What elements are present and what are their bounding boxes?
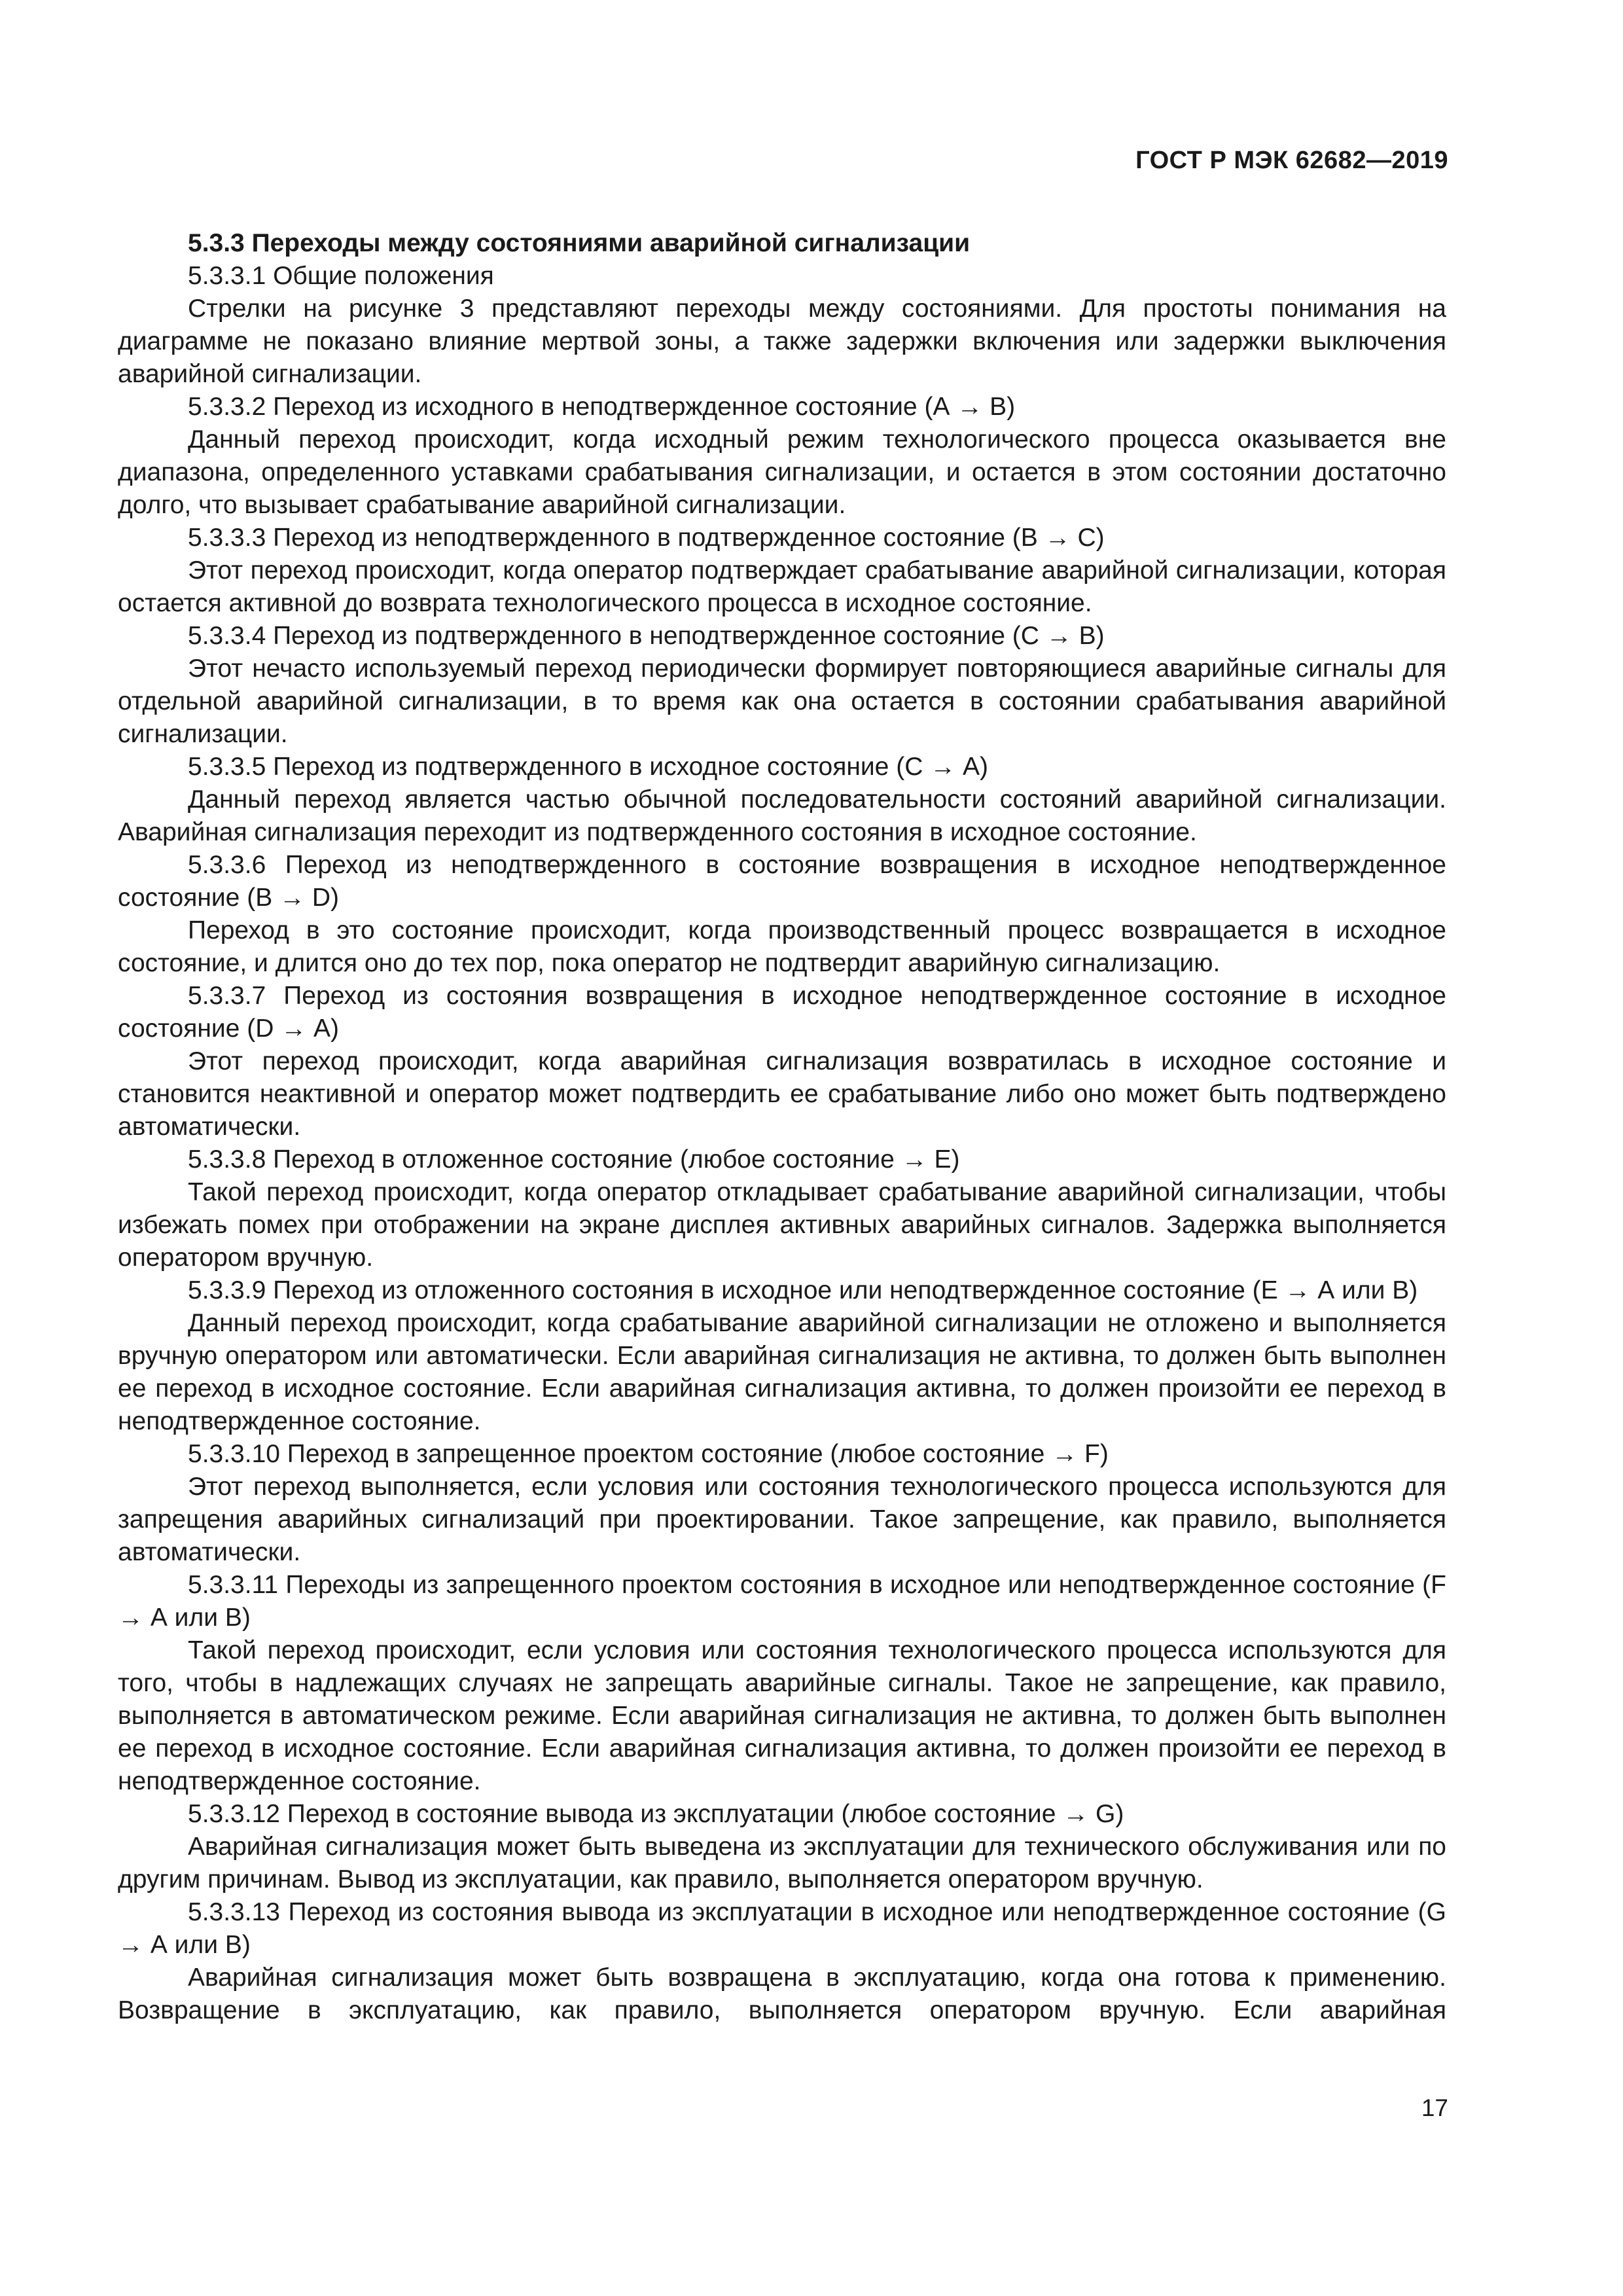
subsection-heading: 5.3.3.10 Переход в запрещенное проектом состояние (любое состояние → F)	[188, 1440, 1109, 1468]
paragraph: Стрелки на рисунке 3 представляют переходы между состояниями. Для простоты понимания на диаграмме не показано влияние мертвой зоны, а также задержки включения или задержки выключения аварийной сигнализации.	[118, 295, 1446, 388]
paragraph: Данный переход происходит, когда исходный режим технологического процесса оказывается вне диапазона, определенного уставками срабатывания сигнализации, и остается в этом состоянии достаточно долго, что вызывает срабатывание аварийной сигнализации.	[118, 425, 1446, 519]
subsection-heading: 5.3.3.13 Переход из состояния вывода из эксплуатации в исходное или неподтвержденное состояние (G → А или В)	[118, 1898, 1446, 1959]
section-content	[118, 227, 1446, 2027]
subsection-heading: 5.3.3.9 Переход из отложенного состояния в исходное или неподтвержденное состояние (Е → А или В)	[188, 1276, 1418, 1304]
subsection-heading: 5.3.3.4 Переход из подтвержденного в неподтвержденное состояние (С → В)	[188, 622, 1105, 650]
paragraph: Данный переход является частью обычной последовательности состояний аварийной сигнализации. Аварийная сигнализация переходит из подтвержденного состояния в исходное состояние.	[118, 785, 1446, 846]
subsection-heading: 5.3.3.5 Переход из подтвержденного в исходное состояние (С → А)	[188, 753, 989, 781]
paragraph: Переход в это состояние происходит, когда производственный процесс возвращается в исходное состояние, и длится оно до тех пор, пока оператор не подтвердит аварийную сигнализацию.	[118, 916, 1446, 977]
subsection-heading: 5.3.3.1 Общие положения	[188, 262, 494, 290]
section-title: 5.3.3 Переходы между состояниями аварийной сигнализации	[188, 229, 971, 257]
subsection-heading: 5.3.3.6 Переход из неподтвержденного в состояние возвращения в исходное неподтвержденное состояние (В → D)	[118, 851, 1446, 912]
subsection-heading: 5.3.3.8 Переход в отложенное состояние (любое состояние → Е)	[188, 1145, 960, 1174]
subsection-heading: 5.3.3.12 Переход в состояние вывода из эксплуатации (любое состояние → G)	[188, 1800, 1124, 1828]
paragraph: Этот переход выполняется, если условия или состояния технологического процесса используются для запрещения аварийных сигнализаций при проектировании. Такое запрещение, как правило, выполняется автоматически.	[118, 1473, 1446, 1566]
document-id-header: ГОСТ Р МЭК 62682—2019	[1135, 147, 1448, 174]
subsection-heading: 5.3.3.3 Переход из неподтвержденного в подтвержденное состояние (В → С)	[188, 524, 1105, 552]
paragraph: Этот нечасто используемый переход периодически формирует повторяющиеся аварийные сигналы для отдельной аварийной сигнализации, в то время как она остается в состоянии срабатывания аварийной сигнализации.	[118, 655, 1446, 748]
paragraph-continued: Аварийная сигнализация может быть возвращена в эксплуатацию, когда она готова к применению. Возвращение в эксплуатацию, как правило, выполняется оператором вручную. Если аварийная	[118, 1964, 1446, 2024]
subsection-heading: 5.3.3.7 Переход из состояния возвращения в исходное неподтвержденное состояние в исходное состояние (D → А)	[118, 982, 1446, 1043]
paragraph: Данный переход происходит, когда срабатывание аварийной сигнализации не отложено и выполняется вручную оператором или автоматически. Если аварийная сигнализация не активна, то должен быть выполнен ее переход в исходное состояние. Если аварийная сигнализация активна, то должен произойти ее переход в неподтвержденное состояние.	[118, 1309, 1446, 1435]
paragraph: Этот переход происходит, когда аварийная сигнализация возвратилась в исходное состояние и становится неактивной и оператор может подтвердить ее срабатывание либо оно может быть подтверждено автоматически.	[118, 1047, 1446, 1141]
page-number: 17	[1421, 2094, 1448, 2121]
paragraph: Этот переход происходит, когда оператор подтверждает срабатывание аварийной сигнализации, которая остается активной до возврата технологического процесса в исходное состояние.	[118, 556, 1446, 617]
paragraph: Такой переход происходит, если условия или состояния технологического процесса используются для того, чтобы в надлежащих случаях не запрещать аварийные сигналы. Такое не запрещение, как правило, выполняется в автоматическом режиме. Если аварийная сигнализация не активна, то должен быть выполнен ее переход в исходное состояние. Если аварийная сигнализация активна, то должен произойти ее переход в неподтвержденное состояние.	[118, 1636, 1446, 1795]
subsection-heading: 5.3.3.11 Переходы из запрещенного проектом состояния в исходное или неподтвержденное состояние (F → А или В)	[118, 1571, 1446, 1632]
paragraph: Аварийная сигнализация может быть выведена из эксплуатации для технического обслуживания или по другим причинам. Вывод из эксплуатации, как правило, выполняется оператором вручную.	[118, 1833, 1446, 1893]
paragraph: Такой переход происходит, когда оператор откладывает срабатывание аварийной сигнализации, чтобы избежать помех при отображении на экране дисплея активных аварийных сигналов. Задержка выполняется оператором вручную.	[118, 1178, 1446, 1272]
subsection-heading: 5.3.3.2 Переход из исходного в неподтвержденное состояние (А → В)	[188, 393, 1016, 421]
